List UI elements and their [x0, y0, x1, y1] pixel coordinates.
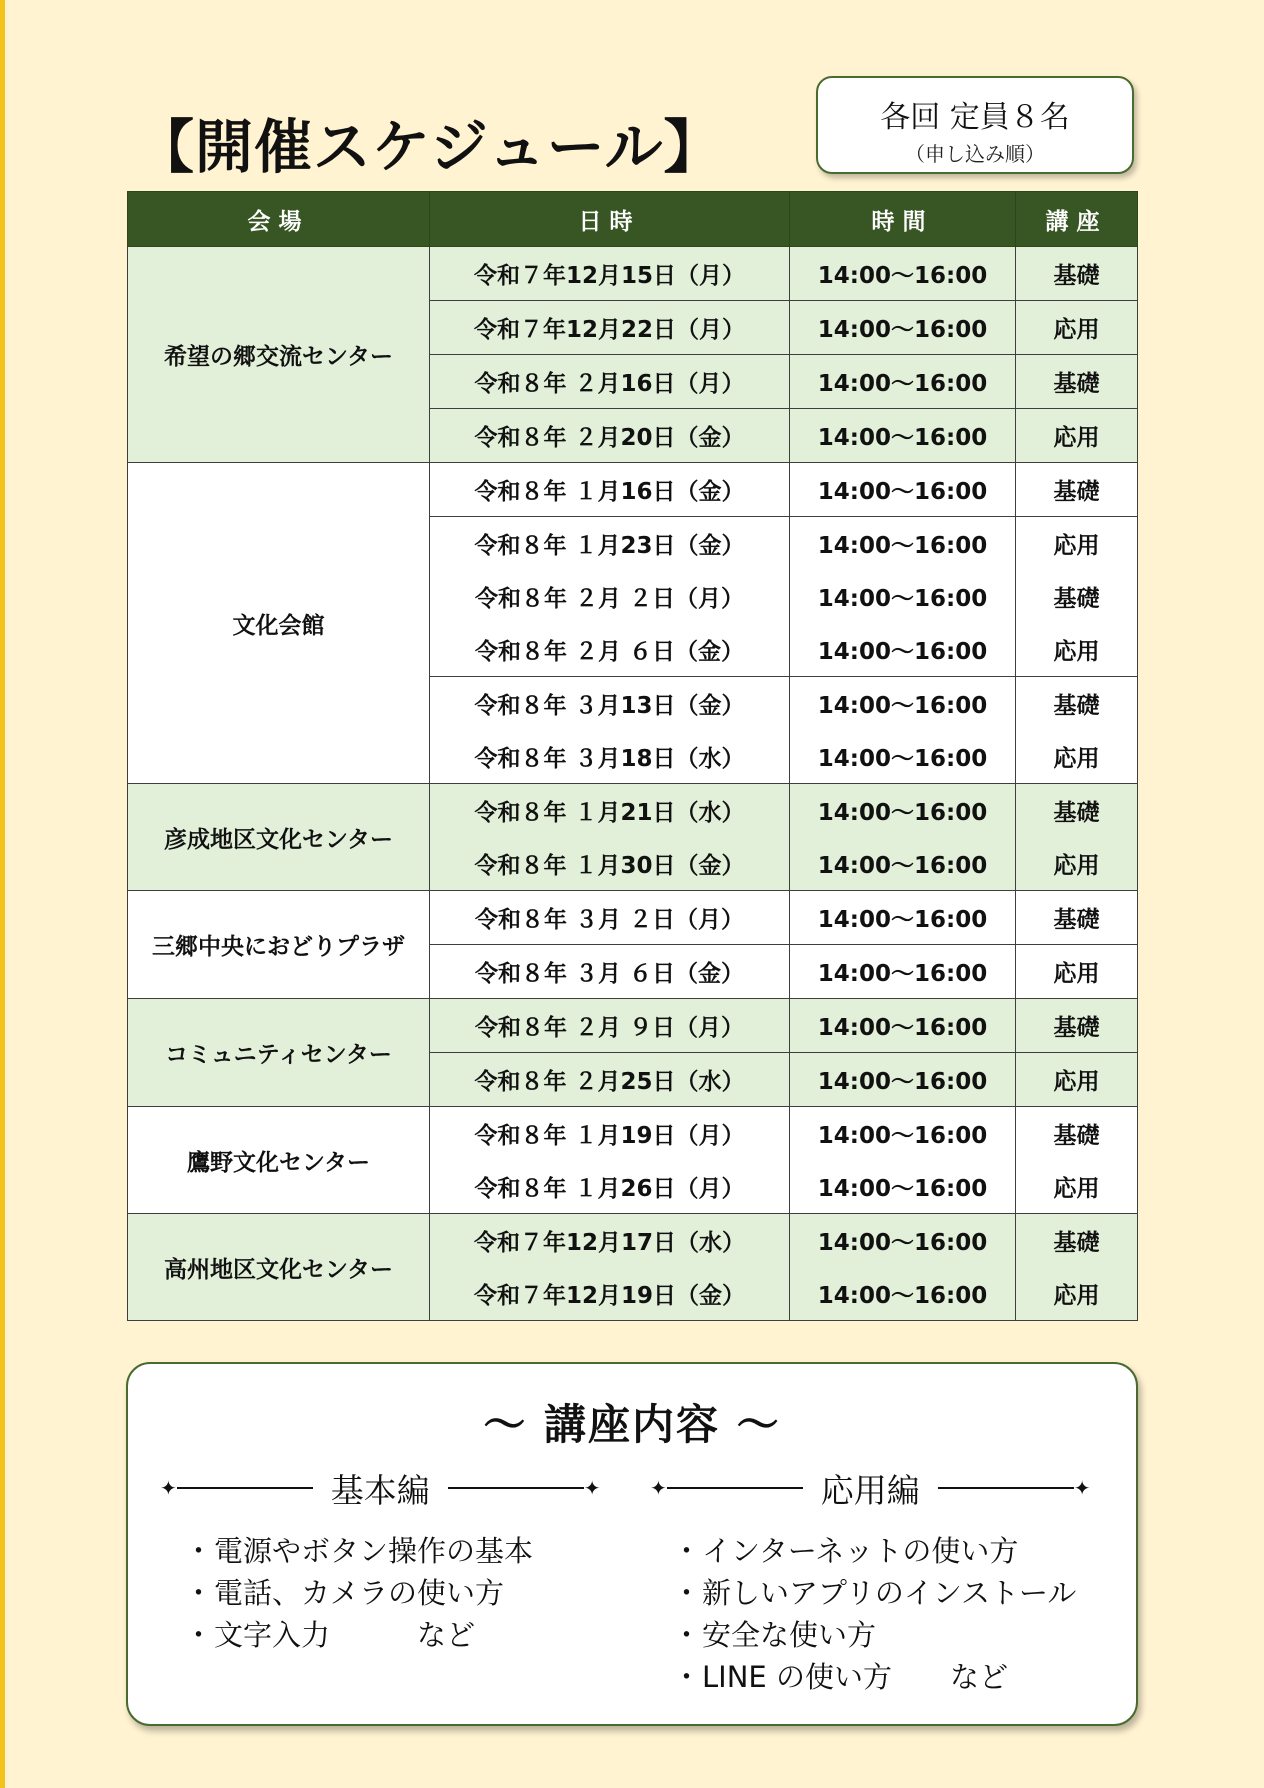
- time-cell: 14:00～16:00: [790, 1267, 1016, 1321]
- header-venue: 会場: [128, 192, 430, 247]
- divider-line: [667, 1487, 803, 1489]
- course-cell: 基礎: [1016, 355, 1138, 409]
- time-cell: 14:00～16:00: [790, 1160, 1016, 1214]
- table-row: [128, 1107, 1138, 1161]
- date-cell: 令和８年 ２月25日（水）: [430, 1053, 790, 1107]
- venue-cell: 希望の郷交流センター: [128, 247, 430, 463]
- time-cell: 14:00～16:00: [790, 837, 1016, 891]
- course-cell: 基礎: [1016, 1107, 1138, 1161]
- time-cell: 14:00～16:00: [790, 1053, 1016, 1107]
- table-row: [128, 784, 1138, 838]
- table-row: [128, 463, 1138, 517]
- course-cell: 応用: [1016, 837, 1138, 891]
- date-cell: 令和７年12月17日（水）: [430, 1214, 790, 1268]
- time-cell: 14:00～16:00: [790, 677, 1016, 731]
- basic-section-header: [160, 1468, 601, 1508]
- time-cell: 14:00～16:00: [790, 517, 1016, 571]
- time-cell: 14:00～16:00: [790, 301, 1016, 355]
- capacity-box: [816, 76, 1134, 174]
- date-cell: 令和８年 ３月 ６日（金）: [430, 945, 790, 999]
- date-cell: 令和８年 ２月 ６日（金）: [430, 623, 790, 677]
- divider-line: [177, 1487, 313, 1489]
- course-cell: 基礎: [1016, 463, 1138, 517]
- time-cell: 14:00～16:00: [790, 891, 1016, 945]
- header-date: 日時: [430, 192, 790, 247]
- list-item: ・文字入力 など: [184, 1618, 476, 1652]
- time-cell: 14:00～16:00: [790, 623, 1016, 677]
- course-cell: 応用: [1016, 1267, 1138, 1321]
- course-cell: 応用: [1016, 945, 1138, 999]
- venue-cell: 彦成地区文化センター: [128, 784, 430, 891]
- course-cell: 基礎: [1016, 999, 1138, 1053]
- sparkle-icon: ✦: [1073, 1476, 1091, 1500]
- date-cell: 令和８年 １月19日（月）: [430, 1107, 790, 1161]
- date-cell: 令和８年 ２月 ９日（月）: [430, 999, 790, 1053]
- course-cell: 応用: [1016, 623, 1138, 677]
- time-cell: 14:00～16:00: [790, 570, 1016, 623]
- table-row: [128, 247, 1138, 301]
- list-item: ・LINE の使い方 など: [672, 1660, 1008, 1694]
- advanced-section-header: [650, 1468, 1091, 1508]
- course-cell: 基礎: [1016, 784, 1138, 838]
- capacity-sub: （申し込み順）: [905, 142, 1045, 166]
- date-cell: 令和８年 ２月 ２日（月）: [430, 570, 790, 623]
- sparkle-icon: ✦: [160, 1476, 177, 1500]
- divider-line: [448, 1487, 584, 1489]
- list-item: ・インターネットの使い方: [672, 1534, 1019, 1568]
- capacity-main: 各回 定員８名: [880, 100, 1070, 135]
- left-edge-stripe: [0, 0, 5, 1788]
- list-item: ・電話、カメラの使い方: [184, 1576, 505, 1610]
- basic-section-label: 基本編: [330, 1470, 430, 1510]
- sparkle-icon: ✦: [650, 1476, 667, 1500]
- date-cell: 令和８年 ２月16日（月）: [430, 355, 790, 409]
- course-cell: 応用: [1016, 730, 1138, 784]
- table-row: [128, 999, 1138, 1053]
- advanced-course-list: [672, 1530, 1076, 1698]
- course-cell: 基礎: [1016, 891, 1138, 945]
- date-cell: 令和８年 ３月18日（水）: [430, 730, 790, 784]
- course-cell: 基礎: [1016, 570, 1138, 623]
- date-cell: 令和８年 ３月13日（金）: [430, 677, 790, 731]
- course-content-title: ～ 講座内容 ～: [483, 1400, 781, 1449]
- course-cell: 基礎: [1016, 1214, 1138, 1268]
- venue-cell: 鷹野文化センター: [128, 1107, 430, 1214]
- time-cell: 14:00～16:00: [790, 999, 1016, 1053]
- course-cell: 基礎: [1016, 677, 1138, 731]
- course-content-box: [126, 1362, 1138, 1726]
- time-cell: 14:00～16:00: [790, 355, 1016, 409]
- time-cell: 14:00～16:00: [790, 784, 1016, 838]
- time-cell: 14:00～16:00: [790, 730, 1016, 784]
- venue-cell: 高州地区文化センター: [128, 1214, 430, 1321]
- date-cell: 令和８年 １月23日（金）: [430, 517, 790, 571]
- venue-cell: コミュニティセンター: [128, 999, 430, 1107]
- date-cell: 令和８年 １月26日（月）: [430, 1160, 790, 1214]
- course-cell: 応用: [1016, 1160, 1138, 1214]
- schedule-table: [127, 191, 1138, 1321]
- course-cell: 応用: [1016, 301, 1138, 355]
- date-cell: 令和８年 ３月 ２日（月）: [430, 891, 790, 945]
- course-cell: 応用: [1016, 409, 1138, 463]
- time-cell: 14:00～16:00: [790, 463, 1016, 517]
- date-cell: 令和８年 １月21日（水）: [430, 784, 790, 838]
- time-cell: 14:00～16:00: [790, 945, 1016, 999]
- course-cell: 応用: [1016, 1053, 1138, 1107]
- table-header-row: [128, 192, 1138, 247]
- divider-line: [938, 1487, 1074, 1489]
- date-cell: 令和７年12月22日（月）: [430, 301, 790, 355]
- course-cell: 基礎: [1016, 247, 1138, 301]
- time-cell: 14:00～16:00: [790, 409, 1016, 463]
- venue-cell: 三郷中央におどりプラザ: [128, 891, 430, 999]
- time-cell: 14:00～16:00: [790, 1214, 1016, 1268]
- advanced-section-label: 応用編: [820, 1470, 920, 1510]
- date-cell: 令和８年 １月16日（金）: [430, 463, 790, 517]
- date-cell: 令和８年 １月30日（金）: [430, 837, 790, 891]
- date-cell: 令和７年12月19日（金）: [430, 1267, 790, 1321]
- venue-cell: 文化会館: [128, 463, 430, 784]
- list-item: ・電源やボタン操作の基本: [184, 1534, 534, 1568]
- course-cell: 応用: [1016, 517, 1138, 571]
- time-cell: 14:00～16:00: [790, 1107, 1016, 1161]
- time-cell: 14:00～16:00: [790, 247, 1016, 301]
- date-cell: 令和７年12月15日（月）: [430, 247, 790, 301]
- table-row: [128, 891, 1138, 945]
- header-time: 時間: [790, 192, 1016, 247]
- date-cell: 令和８年 ２月20日（金）: [430, 409, 790, 463]
- sparkle-icon: ✦: [583, 1476, 601, 1500]
- header-course: 講座: [1016, 192, 1138, 247]
- page-title: 【開催スケジュール】: [136, 113, 723, 181]
- basic-course-list: [184, 1530, 533, 1656]
- table-row: [128, 1214, 1138, 1268]
- list-item: ・新しいアプリのインストール: [672, 1576, 1077, 1610]
- list-item: ・安全な使い方: [672, 1618, 877, 1652]
